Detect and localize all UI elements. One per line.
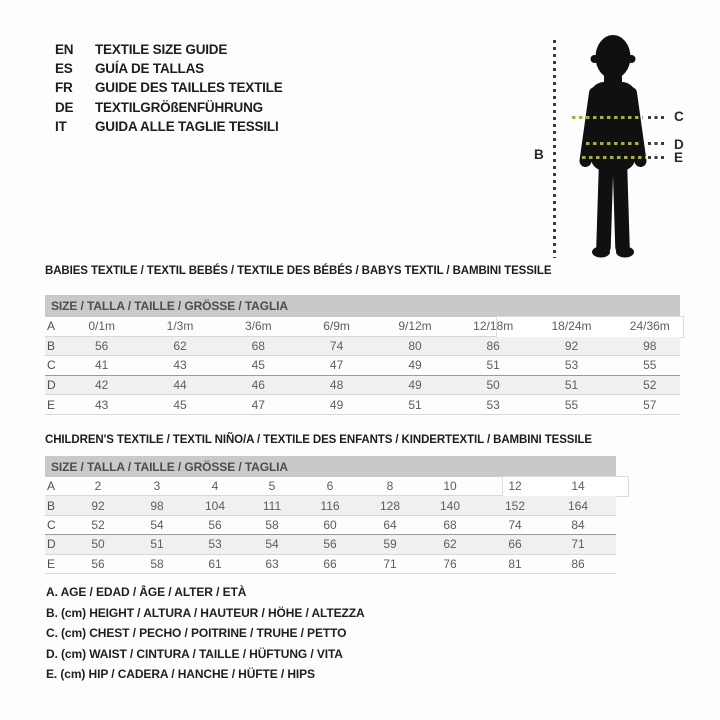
cell-value: 43 [173, 358, 187, 373]
cell-value: 1/3m [166, 319, 194, 334]
table-row-a [45, 477, 616, 496]
lang-code: IT [55, 118, 67, 134]
cell-value: 42 [95, 378, 109, 393]
lang-title: GUÍA DE TALLAS [95, 61, 204, 77]
cell-value: 104 [204, 498, 226, 513]
babies-size-table [45, 295, 680, 415]
cell-value: 50 [91, 537, 105, 552]
cell-value: 66 [508, 537, 522, 552]
cell-value: 51 [408, 397, 422, 412]
cell-value: 48 [329, 378, 344, 393]
lang-code: DE [55, 99, 74, 115]
lang-title: GUIDE DES TAILLES TEXTILE [95, 80, 283, 96]
cell-value: 3 [153, 479, 161, 494]
table-row-b [45, 496, 616, 515]
lang-title: TEXTILGRÖßENFÜHRUNG [95, 99, 263, 115]
cell-value: 53 [486, 397, 500, 412]
cell-value: 61 [208, 556, 222, 571]
lang-title: TEXTILE SIZE GUIDE [95, 42, 228, 58]
cell-value: 12/18m [473, 319, 514, 334]
cell-value: 52 [91, 517, 105, 532]
cell-value: 10 [443, 479, 457, 494]
lang-line-de [55, 98, 283, 117]
children-section-title: CHILDREN'S TEXTILE / TEXTIL NIÑO/A / TEXTILE DES ENFANTS / KINDERTEXTIL / BAMBINI TESSILE [45, 434, 592, 446]
cell-value: 64 [383, 517, 397, 532]
cell-value: 56 [208, 517, 222, 532]
cell-value: 53 [564, 358, 579, 373]
cell-value: 45 [173, 397, 187, 412]
row-letter: C [47, 358, 56, 373]
table-header-label: SIZE / TALLA / TAILLE / GRÖSSE / TAGLIA [51, 299, 288, 313]
cell-value: 86 [571, 556, 585, 571]
row-letter: B [47, 338, 56, 353]
measure-label-c: C [674, 109, 684, 124]
cell-value: 71 [383, 556, 397, 571]
cell-value: 116 [320, 498, 340, 513]
cell-value: 4 [211, 479, 219, 494]
cell-value: 92 [564, 338, 579, 353]
cell-value: 57 [643, 397, 657, 412]
cell-value: 44 [173, 378, 187, 393]
measure-label-d: D [674, 137, 684, 152]
cell-value: 43 [95, 397, 109, 412]
waist-measure-line [586, 142, 640, 145]
legend-line-d: D. (cm) WAIST / CINTURA / TAILLE / HÜFTUNG / VITA [46, 646, 343, 661]
legend-line-b: B. (cm) HEIGHT / ALTURA / HAUTEUR / HÖHE / ALTEZZA [46, 605, 365, 620]
hip-measure-line [582, 156, 646, 159]
cell-value: 2 [94, 479, 102, 494]
children-size-table [45, 456, 616, 574]
table-row-b [45, 337, 680, 357]
babies-section-title: BABIES TEXTILE / TEXTIL BEBÉS / TEXTILE DES BÉBÉS / BABYS TEXTIL / BAMBINI TESSILE [45, 265, 552, 277]
lang-title: GUIDA ALLE TAGLIE TESSILI [95, 118, 279, 134]
legend-line-e: E. (cm) HIP / CADERA / HANCHE / HÜFTE / HIPS [46, 667, 315, 682]
table-header [45, 295, 680, 317]
cell-value: 58 [265, 517, 279, 532]
cell-value: 51 [486, 358, 500, 373]
cell-value: 51 [564, 378, 579, 393]
table-row-e [45, 395, 680, 415]
cell-value: 98 [643, 338, 657, 353]
table-row-d [45, 376, 680, 396]
cell-value: 49 [408, 358, 422, 373]
cell-value: 56 [91, 556, 105, 571]
table-row-d [45, 535, 616, 554]
cell-value: 84 [571, 517, 585, 532]
cell-value: 47 [329, 358, 344, 373]
cell-value: 80 [408, 338, 422, 353]
chest-measure-line [572, 116, 643, 119]
cell-value: 3/6m [244, 319, 272, 334]
cell-value: 76 [443, 556, 457, 571]
cell-value: 56 [95, 338, 109, 353]
cell-value: 55 [564, 397, 579, 412]
child-silhouette-icon [540, 26, 690, 266]
row-letter: D [47, 537, 56, 552]
table-header [45, 456, 616, 477]
legend-line-a: A. AGE / EDAD / ÂGE / ALTER / ETÀ [46, 585, 247, 599]
legend-line-c: C. (cm) CHEST / PECHO / POITRINE / TRUHE / PETTO [46, 626, 347, 641]
hip-leader-dots [648, 156, 666, 159]
cell-value: 24/36m [629, 319, 670, 334]
cell-value: 60 [323, 517, 337, 532]
cell-value: 54 [265, 537, 279, 552]
row-letter: E [47, 556, 56, 571]
table-rows [45, 477, 616, 574]
cell-value: 49 [408, 378, 422, 393]
cell-value: 46 [251, 378, 265, 393]
cell-value: 164 [567, 498, 589, 513]
row-letter: A [47, 319, 56, 334]
lang-code: EN [55, 42, 74, 58]
cell-value: 12 [508, 479, 522, 494]
cell-value: 0/1m [88, 319, 116, 334]
cell-value: 140 [439, 498, 461, 513]
measurement-legend [46, 585, 365, 688]
row-letter: C [47, 517, 56, 532]
chest-leader-dots [648, 116, 666, 119]
cell-value: 62 [443, 537, 457, 552]
cell-value: 45 [251, 358, 265, 373]
cell-value: 52 [643, 378, 657, 393]
cell-value: 41 [95, 358, 109, 373]
table-header-label: SIZE / TALLA / TAILLE / GRÖSSE / TAGLIA [51, 459, 288, 474]
table-row-c [45, 356, 680, 376]
cell-value: 51 [150, 537, 164, 552]
table-rows [45, 317, 680, 415]
row-letter: E [47, 397, 56, 412]
cell-value: 5 [268, 479, 276, 494]
cell-value: 55 [643, 358, 657, 373]
lang-line-en [55, 40, 283, 59]
cell-value: 9/12m [398, 319, 432, 334]
measure-label-b: B [534, 147, 544, 162]
cell-value: 81 [508, 556, 522, 571]
cell-value: 68 [443, 517, 457, 532]
cell-value: 18/24m [551, 319, 592, 334]
cell-value: 6 [326, 479, 334, 494]
cell-value: 86 [486, 338, 500, 353]
cell-value: 92 [91, 498, 105, 513]
cell-value: 56 [323, 537, 337, 552]
cell-value: 14 [571, 479, 585, 494]
cell-value: 58 [150, 556, 164, 571]
cell-value: 74 [329, 338, 344, 353]
row-letter: D [47, 378, 56, 393]
cell-value: 128 [379, 498, 401, 513]
table-row-c [45, 516, 616, 535]
cell-value: 62 [173, 338, 187, 353]
waist-leader-dots [648, 142, 666, 145]
cell-value: 8 [386, 479, 394, 494]
lang-line-fr [55, 78, 283, 97]
lang-line-it [55, 117, 283, 136]
cell-value: 68 [251, 338, 265, 353]
cell-value: 71 [571, 537, 585, 552]
table-row-e [45, 555, 616, 574]
table-row-a [45, 317, 680, 337]
cell-value: 63 [265, 556, 279, 571]
cell-value: 98 [150, 498, 164, 513]
cell-value: 54 [150, 517, 164, 532]
row-letter: B [47, 498, 56, 513]
height-measure-line [553, 40, 556, 258]
cell-value: 50 [486, 378, 500, 393]
cell-value: 49 [329, 397, 344, 412]
language-title-list [55, 40, 283, 136]
cell-value: 74 [508, 517, 522, 532]
lang-line-es [55, 59, 283, 78]
lang-code: FR [55, 80, 73, 96]
cell-value: 6/9m [323, 319, 350, 334]
cell-value: 47 [251, 397, 265, 412]
cell-value: 66 [323, 556, 337, 571]
lang-code: ES [55, 61, 73, 77]
cell-value: 111 [262, 498, 282, 513]
cell-value: 152 [504, 498, 526, 513]
cell-value: 53 [208, 537, 222, 552]
row-letter: A [47, 479, 56, 494]
measure-label-e: E [674, 150, 684, 165]
cell-value: 59 [383, 537, 397, 552]
